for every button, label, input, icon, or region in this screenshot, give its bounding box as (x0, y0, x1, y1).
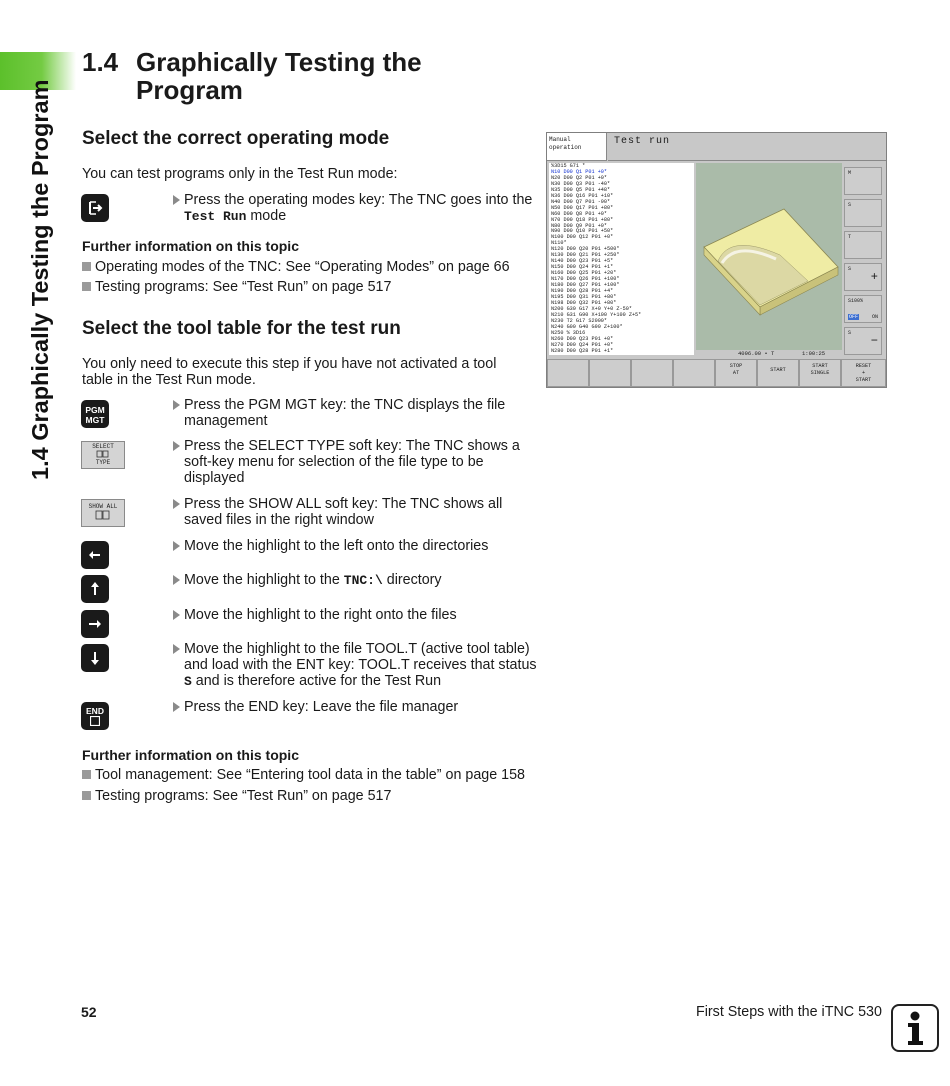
program-line: N50 D00 Q17 P01 +80* (551, 204, 614, 211)
program-line: N170 D00 Q26 P01 +100* (551, 276, 620, 283)
program-line: %3D15 G71 * (551, 163, 586, 169)
side-chapter-title: 1.4 Graphically Testing the Program (27, 79, 53, 480)
step-show-all: Press the SHOW ALL soft key: The TNC shows all saved files in the right window (172, 496, 544, 528)
select-type-softkey: SELECT TYPE (81, 441, 125, 469)
vkey-m[interactable]: M (844, 167, 882, 195)
step-select-type: Press the SELECT TYPE soft key: The TNC shows a soft-key menu for selection of the file type to be displayed (172, 438, 544, 486)
program-line: N150 D00 Q24 P01 +1* (551, 264, 614, 271)
vertical-softkeys (842, 163, 884, 355)
program-line: N195 D00 Q31 P01 +80* (551, 293, 617, 300)
softkey-graphics-3[interactable] (631, 359, 673, 387)
program-line: N210 G31 G90 X+100 Y+100 Z+5* (551, 311, 642, 318)
further-info-item: Testing programs: See “Test Run” on page 517 (82, 279, 391, 295)
mode-label: Manual operation (547, 133, 607, 161)
section-number: 1.4 (82, 47, 119, 77)
files-icon (95, 510, 111, 520)
section2-intro: You only need to execute this step if you have not activated a tool table in the Test Run mode. (82, 356, 497, 388)
softkey-reset-start[interactable]: RESET + START (841, 359, 886, 387)
program-line: N240 G00 G40 G90 Z+100* (551, 323, 623, 330)
vkey-s-minus[interactable]: S − (844, 327, 882, 355)
program-line: N30 D00 Q3 P01 -40* (551, 180, 611, 187)
step-end: Press the END key: Leave the file manager (172, 699, 544, 715)
softkey-graphics-2[interactable] (589, 359, 631, 387)
softkey-start-single[interactable]: START SINGLE (799, 359, 841, 387)
tnc-screenshot (546, 132, 887, 388)
arrow-up-key (81, 575, 109, 603)
step-move-left: Move the highlight to the left onto the directories (172, 538, 544, 554)
further-info-item: Tool management: See “Entering tool data in the table” on page 158 (82, 767, 525, 783)
program-line: N140 D00 Q23 P01 +5* (551, 258, 614, 265)
program-line: N80 D00 Q9 P01 +0* (551, 222, 608, 229)
step-tool-t: Move the highlight to the file TOOL.T (active tool table) and load with the ENT key: TOOL.T receives that status S and is therefore active for the Test Run (172, 641, 544, 690)
status-bar: 4096.00 • T 1:00:25 (696, 350, 842, 358)
mode-arrow-icon (81, 194, 109, 222)
arrow-up-icon (81, 575, 109, 603)
arrow-down-key (81, 644, 109, 672)
program-line: N70 D00 Q18 P01 +80* (551, 216, 614, 223)
program-line: N130 D00 Q21 P01 +250* (551, 252, 620, 259)
further-info-item: Testing programs: See “Test Run” on page 517 (82, 788, 391, 804)
vkey-s-plus[interactable]: S + (844, 263, 882, 291)
title-line-1: Graphically Testing the (136, 47, 422, 77)
program-line: N180 D00 Q27 P01 +100* (551, 282, 620, 289)
step-move-tnc-dir: Move the highlight to the TNC:\ directory (172, 572, 544, 589)
end-key: END (81, 702, 109, 730)
softkey-graphics-1[interactable] (547, 359, 589, 387)
program-listing (549, 163, 694, 355)
square-icon (90, 716, 100, 726)
folder-icon (96, 450, 110, 458)
further-info-heading-1: Further information on this topic (82, 238, 299, 254)
program-line: N36 D00 Q16 P01 +10* (551, 192, 614, 199)
section1-intro: You can test programs only in the Test Run mode: (82, 166, 398, 182)
show-all-softkey: SHOW ALL (81, 499, 125, 527)
program-line: N260 D00 Q23 P01 +0* (551, 335, 614, 342)
page-title (82, 48, 422, 104)
step-move-right: Move the highlight to the right onto the files (172, 607, 544, 623)
program-line: N120 D00 Q20 P01 +500* (551, 246, 620, 253)
workpiece-graphic (696, 163, 842, 353)
softkey-start[interactable]: START (757, 359, 799, 387)
program-line: N160 D00 Q25 P01 +20* (551, 270, 617, 277)
footer-title: First Steps with the iTNC 530 (696, 1004, 882, 1020)
program-line: N230 T2 G17 S2000* (551, 317, 608, 324)
further-info-heading-2: Further information on this topic (82, 747, 299, 763)
section-heading-operating-mode: Select the correct operating mode (82, 128, 390, 149)
page-number: 52 (81, 1004, 97, 1020)
program-line: N270 D00 Q24 P01 +0* (551, 341, 614, 348)
step-pgm-mgt: Press the PGM MGT key: the TNC displays the file management (172, 397, 544, 429)
vkey-s100-off-on[interactable]: S100% OFF ON (844, 295, 882, 323)
screen-title: Test run (608, 133, 886, 161)
program-line: N60 D00 Q8 P01 +0* (551, 210, 608, 217)
program-line: N190 D00 Q28 P01 +4* (551, 288, 614, 295)
vkey-s[interactable]: S (844, 199, 882, 227)
arrow-down-icon (81, 644, 109, 672)
step-operating-mode: Press the operating modes key: The TNC goes into the Test Run mode (172, 192, 544, 225)
arrow-left-key (81, 541, 109, 569)
arrow-right-icon (81, 610, 109, 638)
horizontal-softkeys (547, 359, 886, 387)
arrow-left-icon (81, 541, 109, 569)
program-line: N90 D00 Q10 P01 +50* (551, 228, 614, 235)
program-line: N40 D00 Q7 P01 -90* (551, 198, 611, 205)
program-line: N200 G30 G17 X+0 Y+0 Z-50* (551, 305, 632, 312)
softkey-blank[interactable] (673, 359, 715, 387)
program-line: N100 D00 Q12 P01 +0* (551, 234, 614, 241)
vkey-t[interactable]: T (844, 231, 882, 259)
softkey-stop-at[interactable]: STOP AT (715, 359, 757, 387)
pgm-mgt-key: PGM MGT (81, 400, 109, 428)
program-line: N198 D00 Q32 P01 +80* (551, 299, 617, 306)
further-info-item: Operating modes of the TNC: See “Operating Modes” on page 66 (82, 259, 510, 275)
arrow-right-key (81, 610, 109, 638)
info-icon (891, 1004, 939, 1052)
graphics-window (696, 163, 842, 353)
title-line-2: Program (136, 75, 243, 105)
program-line: N250 % 3D16 (551, 329, 586, 336)
section-heading-tool-table: Select the tool table for the test run (82, 318, 401, 339)
program-line: N20 D00 Q2 P01 +0* (551, 174, 608, 181)
program-line: N110* (551, 240, 567, 247)
letter-i-icon (893, 1006, 937, 1050)
program-line: N35 D00 Q5 P01 +48* (551, 186, 611, 193)
program-line: N280 D00 Q28 P01 +1* (551, 347, 614, 354)
operating-mode-key (81, 194, 109, 222)
program-line: N10 D00 Q1 P01 +0* (551, 168, 608, 175)
